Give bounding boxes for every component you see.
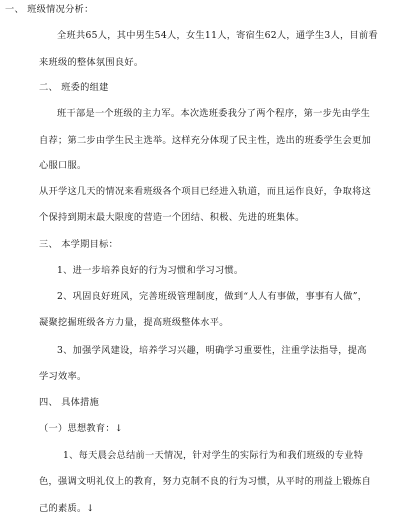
paragraph-line: 从开学这几天的情况来看班级各个项目已经进入轨道，而且运作良好，争取将这 — [39, 186, 372, 197]
heading-class-analysis: 一、 班级情况分析： — [5, 4, 94, 15]
heading-semester-goals: 三、 本学期目标： — [39, 239, 119, 250]
paragraph-line: 自荐；第二步由学生民主选举。这样充分体现了民主性，选出的班委学生会更加 — [39, 135, 372, 146]
paragraph-line: 班干部是一个班级的主力军。本次选班委我分了两个程序，第一步先由学生 — [57, 108, 371, 119]
paragraph-line: 学习效率。 — [39, 371, 87, 382]
paragraph-line: 心服口服。 — [39, 160, 87, 171]
paragraph-line: 个保持到期末最大限度的营造一个团结、积极、先进的班集体。 — [39, 212, 305, 223]
goal-item-3: 3、加强学风建设，培养学习兴趣，明确学习重要性，注重学法指导，提高 — [57, 345, 367, 356]
paragraph-line: 全班共65人，其中男生54人，女生11人，寄宿生62人，通学生3人，目前看 — [57, 30, 378, 41]
paragraph-line: 己的素质。↓ — [39, 503, 95, 514]
paragraph-line: 凝聚挖掘班级各方力量，提高班级整体水平。 — [39, 317, 229, 328]
measure-item-1: 1、每天晨会总结前一天情况，针对学生的实际行为和我们班级的专业特 — [63, 450, 364, 461]
goal-item-2: 2、巩固良好班风，完善班级管理制度，做到“人人有事做，事事有人做”， — [57, 291, 368, 302]
heading-measures: 四、 具体措施 — [39, 397, 100, 408]
paragraph-line: 色，强调文明礼仪上的教育，努力克制不良的行为习惯，从平时的刑益上锻炼自 — [39, 476, 372, 487]
subheading-ideological-education: （一）思想教育：↓ — [39, 423, 123, 434]
paragraph-line: 来班级的整体氛围良好。 — [39, 57, 144, 68]
goal-item-1: 1、进一步培养良好的行为习惯和学习习惯。 — [57, 265, 244, 276]
heading-committee: 二、 班委的组建 — [39, 82, 109, 93]
